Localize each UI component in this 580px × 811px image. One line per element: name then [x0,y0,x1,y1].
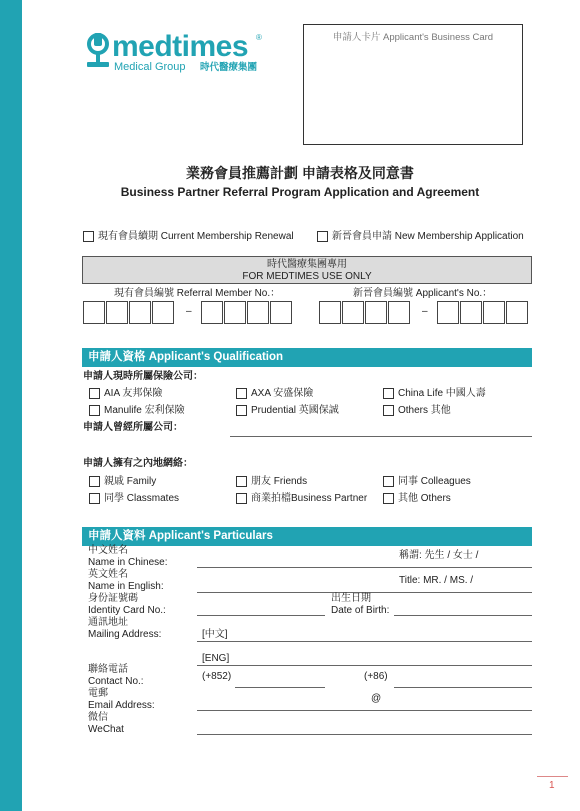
referral-no-label: 現有會員編號 Referral Member No.： [114,288,281,299]
applicant-no-cell[interactable] [365,301,387,324]
referral-no-cell[interactable] [270,301,292,324]
applicant-no-cell[interactable] [437,301,459,324]
logo [84,30,284,75]
option-china-life: China Life 中國人壽 [398,388,486,399]
option-network-others: 其他 Others [398,493,451,504]
referral-no-cell[interactable] [247,301,269,324]
wechat-field[interactable] [197,734,532,735]
checkbox-friends[interactable] [236,476,247,487]
option-family: 親戚 Family [104,476,157,487]
checkbox-family[interactable] [89,476,100,487]
option-colleagues: 同事 Colleagues [398,476,471,487]
label-name-en: Name in English: [88,581,164,592]
email-at-sign: @ [371,693,382,704]
option-others: Others 其他 [398,405,451,416]
applicant-no-label: 新晉會員編號 Applicant's No.： [353,288,493,299]
label-former-company: 申請人曾經所屬公司： [83,422,183,433]
label-new: 新晉會員申請 New Membership Application [332,231,524,242]
label-wechat-en: WeChat [88,724,124,735]
checkbox-manulife[interactable] [89,405,100,416]
id-card-field[interactable] [197,615,325,616]
label-addr-zh: 通訊地址 [88,617,128,628]
label-name-zh: 中文姓名 [88,545,128,556]
label-network: 申請人擁有之內地網絡： [83,458,193,469]
address-cn-field[interactable] [197,641,532,642]
logo-sub-en: Medical Group [114,61,186,73]
label-name-zh-en: Name in Chinese: [88,557,168,568]
referral-no-cell[interactable] [83,301,105,324]
applicant-no-cell[interactable] [483,301,505,324]
form-title-zh: 業務會員推薦計劃 申請表格及同意書 [186,165,414,181]
option-friends: 朋友 Friends [251,476,308,487]
registered-mark: ® [256,33,262,42]
option-axa: AXA 安盛保險 [251,388,314,399]
label-phone-zh: 聯絡電話 [88,664,128,675]
label-current-company: 申請人現時所屬保險公司： [83,371,203,382]
form-title-en: Business Partner Referral Program Application and Agreement [120,185,480,199]
sidebar-accent-bar [0,0,22,811]
option-prudential: Prudential 英國保誠 [251,405,339,416]
label-email-en: Email Address: [88,700,155,711]
checkbox-renewal[interactable] [83,231,94,242]
referral-no-cell[interactable] [106,301,128,324]
applicant-no-cell[interactable] [506,301,528,324]
label-title-zh: 稱謂: 先生 / 女士 / [399,550,479,561]
referral-no-cell[interactable] [129,301,151,324]
applicant-no-cell[interactable] [388,301,410,324]
referral-no-cell[interactable] [152,301,174,324]
label-addr-eng: [ENG] [202,653,230,664]
address-eng-field[interactable] [197,665,532,666]
checkbox-china-life[interactable] [383,388,394,399]
dob-field[interactable] [394,615,532,616]
label-renewal: 現有會員續期 Current Membership Renewal [98,231,294,242]
checkbox-others[interactable] [383,405,394,416]
applicant-no-cell[interactable] [319,301,341,324]
section-header-qualification: 申請人資格 Applicant's Qualification [82,348,532,367]
checkbox-prudential[interactable] [236,405,247,416]
label-dob-en: Date of Birth: [331,605,390,616]
checkbox-colleagues[interactable] [383,476,394,487]
option-business-partner: 商業拍檔Business Partner [251,493,368,504]
checkbox-business-partner[interactable] [236,493,247,504]
page-number: 1 [549,780,555,791]
checkbox-new[interactable] [317,231,328,242]
checkbox-network-others[interactable] [383,493,394,504]
former-company-field[interactable] [230,436,532,437]
office-use-zh: 時代醫療集團專用 [267,259,347,270]
label-addr-en: Mailing Address: [88,629,162,640]
logo-sub-zh: 時代醫療集團 [200,62,258,73]
referral-no-cell[interactable] [201,301,223,324]
applicant-no-cell[interactable] [342,301,364,324]
checkbox-aia[interactable] [89,388,100,399]
label-id-en: Identity Card No.: [88,605,166,616]
option-aia: AIA 友邦保險 [104,388,163,399]
checkbox-classmates[interactable] [89,493,100,504]
label-addr-cn: [中文] [202,629,228,640]
microscope-icon [84,32,112,70]
label-phone-cn: (+86) [364,671,388,682]
option-classmates: 同學 Classmates [104,493,180,504]
option-manulife: Manulife 宏利保險 [104,405,185,416]
referral-no-dash: – [186,306,192,317]
name-zh-field[interactable] [197,567,532,568]
applicant-no-dash: – [422,306,428,317]
label-email-zh: 電郵 [88,688,108,699]
business-card-box[interactable] [303,24,523,145]
label-wechat-zh: 微信 [88,712,108,723]
phone-cn-field[interactable] [394,687,532,688]
office-use-box [82,256,532,284]
footer-rule [537,776,568,777]
checkbox-axa[interactable] [236,388,247,399]
section-header-particulars: 申請人資料 Applicant's Particulars [82,527,532,546]
label-name-en-zh: 英文姓名 [88,569,128,580]
business-card-label: 申請人卡片 Applicant's Business Card [332,32,494,43]
logo-wordmark: medtimes [112,30,249,63]
label-phone-hk: (+852) [202,671,232,682]
email-field[interactable] [197,710,532,711]
label-phone-en: Contact No.: [88,676,144,687]
office-use-en: FOR MEDTIMES USE ONLY [242,271,372,282]
label-dob-zh: 出生日期 [331,593,371,604]
phone-hk-field[interactable] [235,687,325,688]
referral-no-cell[interactable] [224,301,246,324]
label-id-zh: 身份証號碼 [88,593,138,604]
applicant-no-cell[interactable] [460,301,482,324]
label-title-en: Title: MR. / MS. / [399,575,474,586]
